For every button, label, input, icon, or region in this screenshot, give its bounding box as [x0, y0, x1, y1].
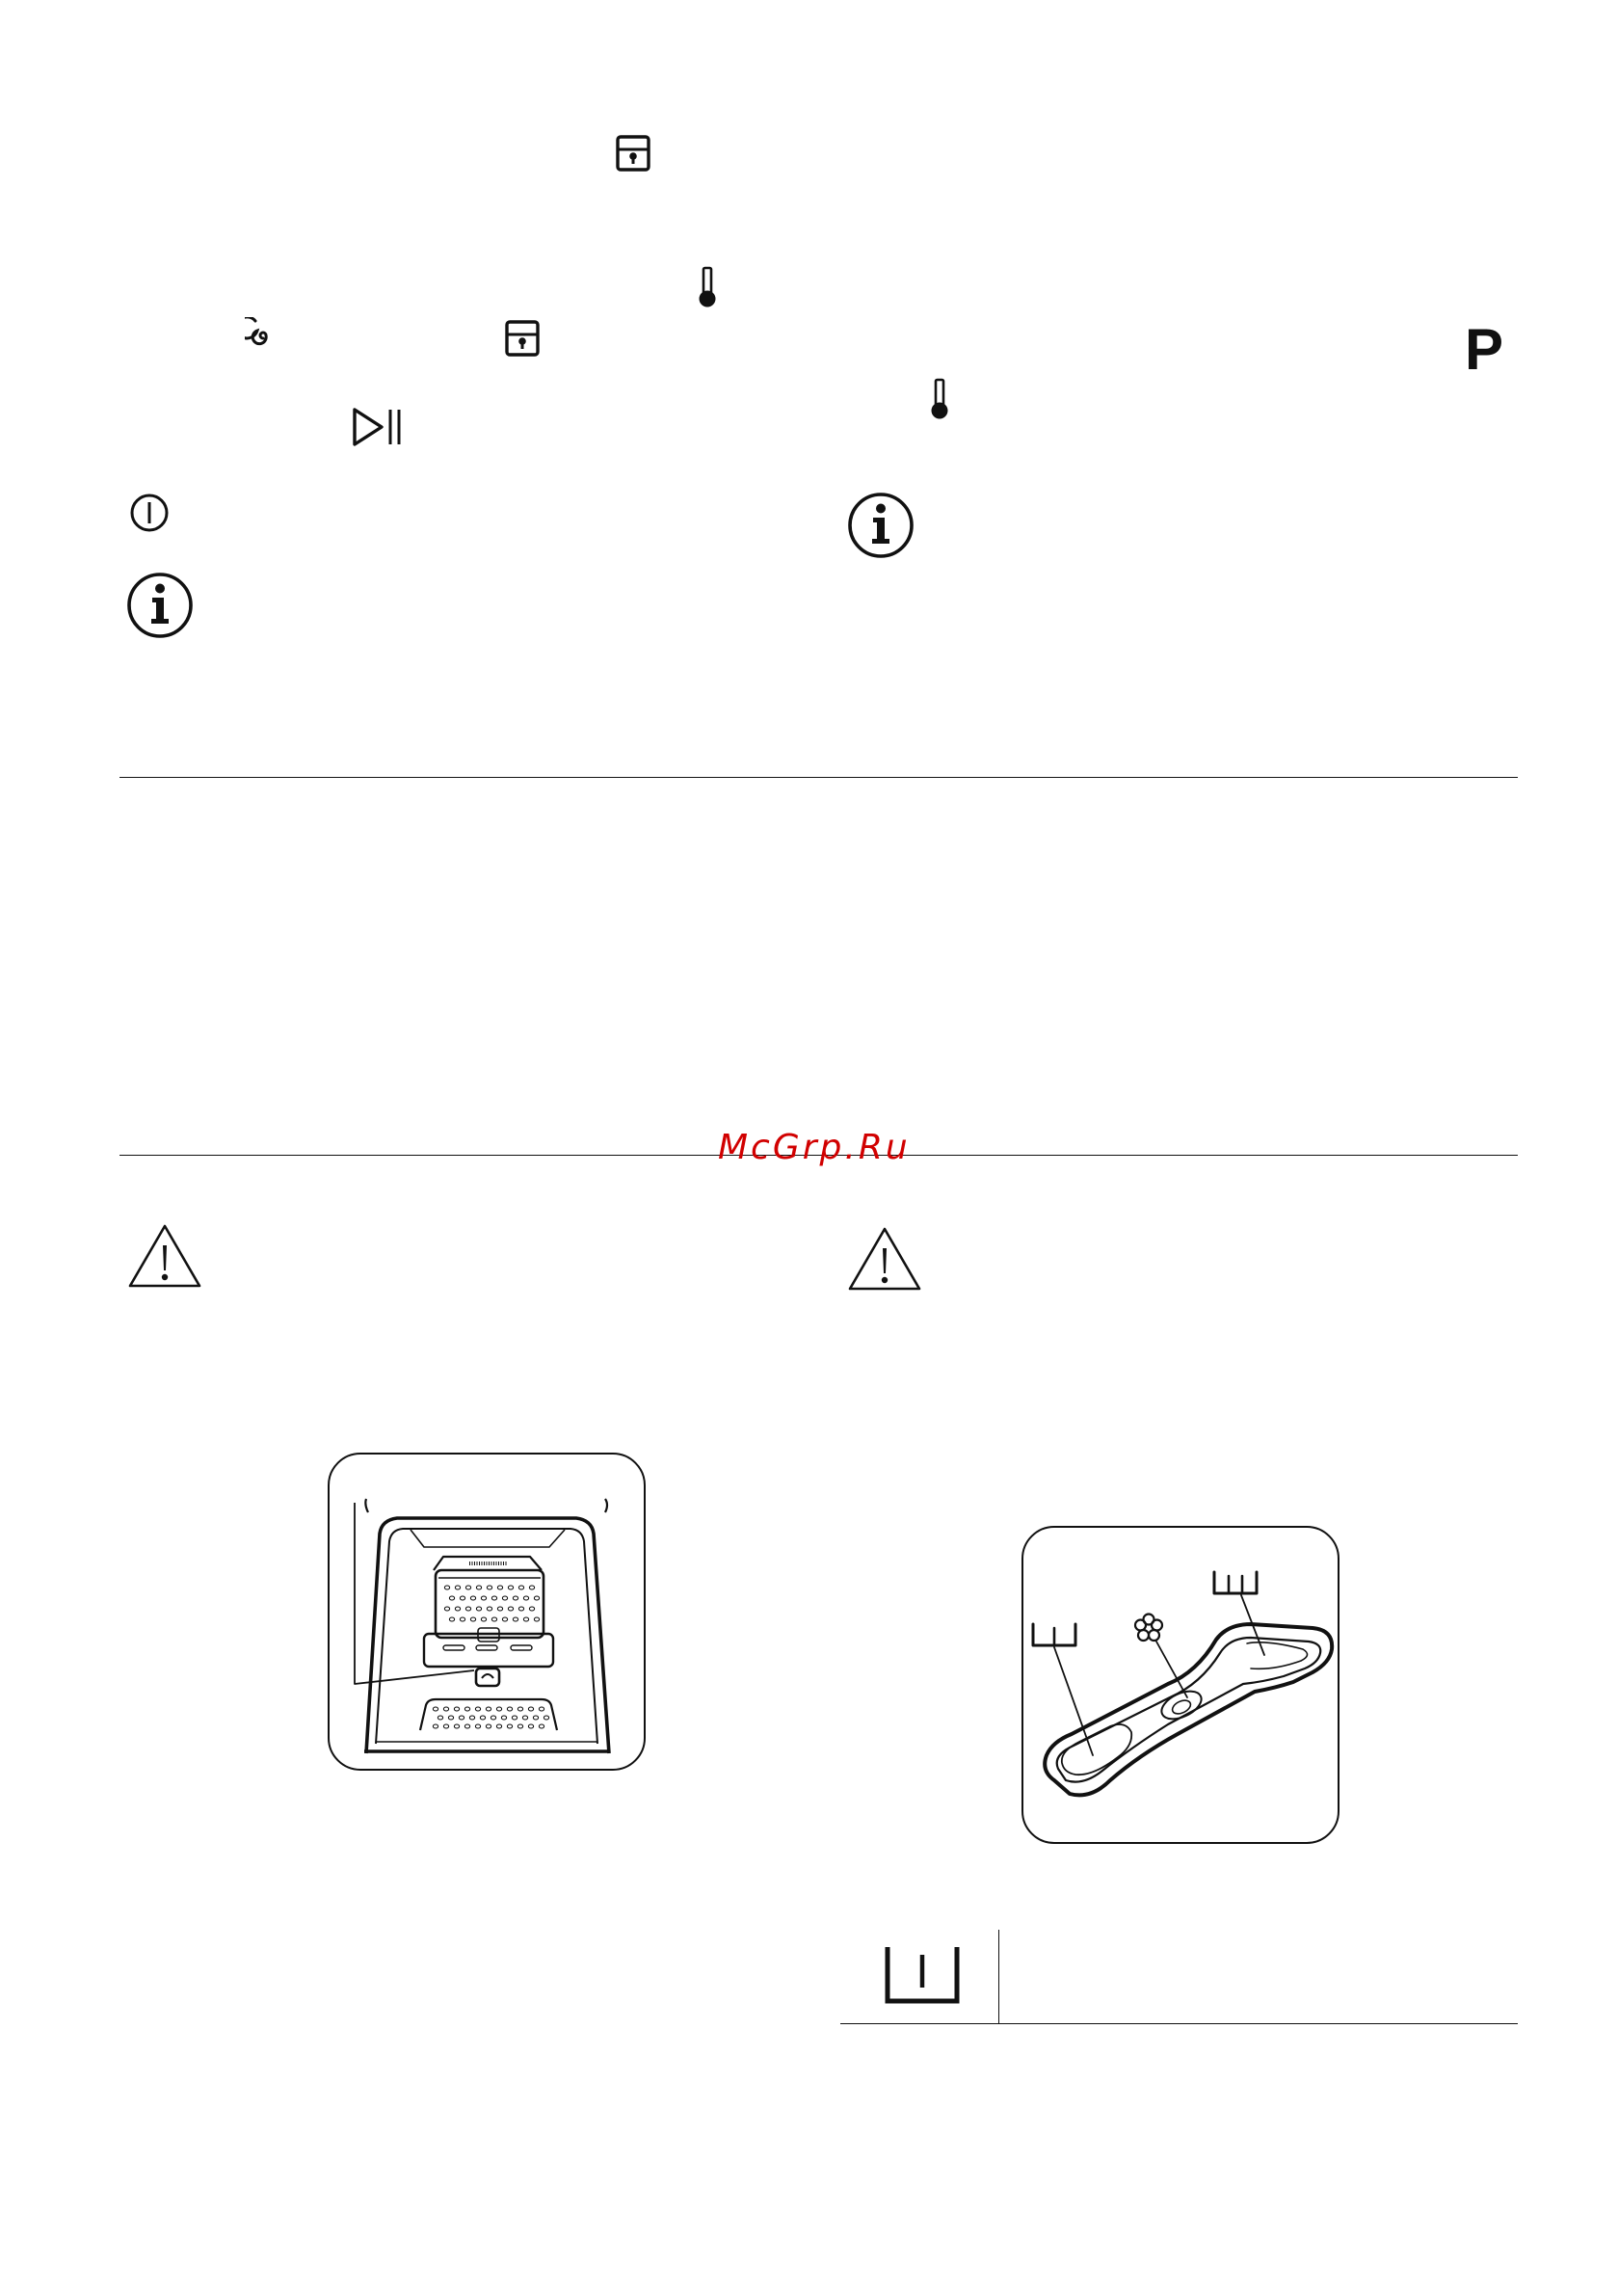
table-divider [998, 1930, 999, 2023]
perforation-dot [433, 1724, 438, 1728]
perforation-dot [523, 1617, 528, 1621]
perforation-dot [470, 1617, 475, 1621]
perforation-dot [522, 1716, 527, 1720]
perforation-dot [487, 1607, 491, 1611]
perforation-dot [486, 1707, 491, 1711]
perforation-dot [502, 1617, 507, 1621]
detergent-compartment-insert [1023, 1528, 1338, 1842]
prewash-compartment-row [840, 1930, 1518, 2024]
start-pause-icon [351, 406, 405, 448]
section-divider [119, 777, 1518, 778]
temperature-icon [928, 377, 951, 421]
perforation-dot [513, 1596, 517, 1600]
perforation-dot [481, 1596, 486, 1600]
perforation-dot [449, 1617, 454, 1621]
perforation-dot [454, 1724, 459, 1728]
perforation-dot [497, 1607, 502, 1611]
perforation-dot [455, 1607, 460, 1611]
info-icon [126, 572, 194, 639]
perforation-dot [455, 1586, 460, 1589]
info-icon [847, 492, 915, 559]
perforation-dot [469, 1716, 474, 1720]
perforation-dot [539, 1724, 544, 1728]
perforation-dot [518, 1586, 523, 1589]
perforation-dot [480, 1716, 485, 1720]
perforation-dot [534, 1617, 539, 1621]
perforation-dot [454, 1707, 459, 1711]
perforation-dot [517, 1707, 522, 1711]
perforation-dot [464, 1724, 469, 1728]
perforation-dot [475, 1724, 480, 1728]
warning-icon [126, 1222, 203, 1290]
perforation-dot [449, 1596, 454, 1600]
watermark: McGrp.Ru [718, 1128, 911, 1167]
perforation-dot [529, 1607, 534, 1611]
perforation-dot [465, 1586, 470, 1589]
perforation-dot [496, 1707, 501, 1711]
warning-icon [846, 1225, 923, 1293]
perforation-dot [507, 1724, 512, 1728]
perforation-dot [502, 1596, 507, 1600]
perforation-dot [534, 1596, 539, 1600]
perforation-dot [491, 1596, 496, 1600]
perforation-dot [513, 1617, 517, 1621]
perforation-dot [481, 1617, 486, 1621]
perforation-dot [460, 1596, 464, 1600]
perforation-dot [491, 1617, 496, 1621]
door-lock-icon [615, 134, 651, 173]
perforation-dot [539, 1707, 544, 1711]
program-icon: P [1465, 317, 1504, 382]
perforation-dot [512, 1716, 517, 1720]
perforation-dot [486, 1724, 491, 1728]
perforation-dot [465, 1607, 470, 1611]
perforation-dot [508, 1586, 513, 1589]
perforation-dot [443, 1724, 448, 1728]
detergent-dispenser-drawer [330, 1455, 644, 1769]
perforation-dot [443, 1707, 448, 1711]
perforation-dot [475, 1707, 480, 1711]
perforation-dot [533, 1716, 538, 1720]
perforation-dot [528, 1707, 533, 1711]
perforation-dot [529, 1586, 534, 1589]
perforation-dot [523, 1596, 528, 1600]
perforation-dot [518, 1607, 523, 1611]
perforation-dot [517, 1724, 522, 1728]
door-lock-icon [504, 319, 541, 358]
perforation-dot [438, 1716, 442, 1720]
perforation-dot [444, 1607, 449, 1611]
perforation-dot [476, 1586, 481, 1589]
perforation-dot [507, 1707, 512, 1711]
detergent-dispenser-drawer-figure [328, 1453, 646, 1771]
perforation-dot [433, 1707, 438, 1711]
detergent-compartment-insert-figure [1021, 1526, 1339, 1844]
perforation-dot [497, 1586, 502, 1589]
spin-icon [245, 317, 281, 358]
perforation-dot [508, 1607, 513, 1611]
perforation-dot [464, 1707, 469, 1711]
perforation-dot [459, 1716, 464, 1720]
temperature-icon [696, 265, 719, 309]
on-off-icon [129, 493, 170, 533]
perforation-dot [528, 1724, 533, 1728]
perforation-dot [444, 1586, 449, 1589]
prewash-compartment-icon [884, 1943, 961, 2005]
perforation-dot [501, 1716, 506, 1720]
perforation-dot [496, 1724, 501, 1728]
perforation-dot [470, 1596, 475, 1600]
perforation-dot [487, 1586, 491, 1589]
perforation-dot [476, 1607, 481, 1611]
perforation-dot [544, 1716, 548, 1720]
perforation-dot [491, 1716, 495, 1720]
perforation-dot [460, 1617, 464, 1621]
perforation-dot [448, 1716, 453, 1720]
